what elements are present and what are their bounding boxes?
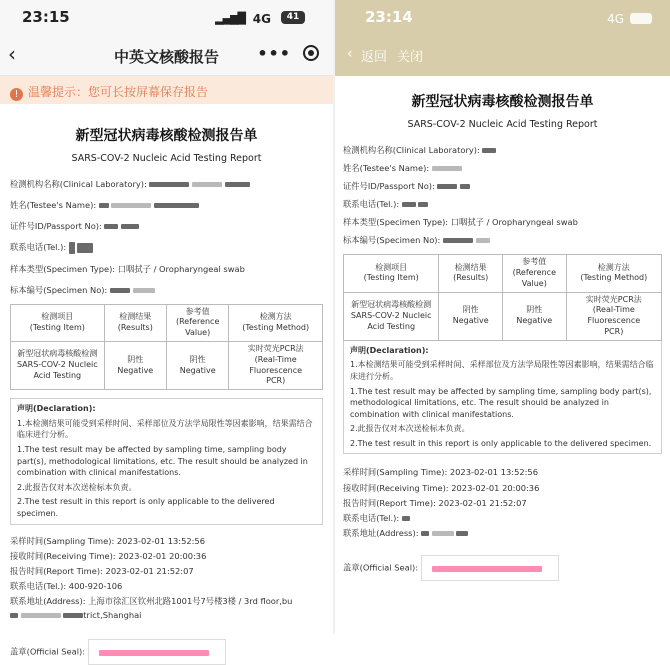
page-title: 中英文核酸报告 bbox=[113, 48, 219, 66]
results-table bbox=[343, 254, 662, 341]
report-title: 新型冠状病毒核酸检测报告单 bbox=[411, 94, 594, 110]
network-label: 4G bbox=[607, 12, 624, 26]
report-document bbox=[335, 92, 670, 581]
declaration-2-cn: 2.此报告仅对本次送检标本负责。 bbox=[17, 482, 137, 492]
header-method: 检测方法 (Testing Method) bbox=[566, 255, 661, 292]
back-icon[interactable]: ‹ bbox=[347, 46, 353, 62]
right-screenshot bbox=[335, 0, 670, 634]
seal-field bbox=[343, 555, 662, 581]
declaration-box bbox=[10, 398, 323, 524]
id-label: 证件号ID/Passport No): bbox=[343, 181, 435, 192]
report-subtitle: SARS-COV-2 Nucleic Acid Testing Report bbox=[407, 119, 598, 131]
table-header-row bbox=[344, 255, 662, 292]
status-time: 23:15 bbox=[22, 8, 70, 26]
cell-result: 阴性 Negative bbox=[104, 342, 166, 390]
battery-icon bbox=[630, 13, 652, 24]
id-field bbox=[10, 220, 323, 232]
address-tail: trict,Shanghai bbox=[83, 609, 142, 620]
name-label: 姓名(Testee's Name): bbox=[343, 163, 430, 174]
back-button[interactable]: 返回 bbox=[361, 50, 388, 65]
left-screenshot bbox=[0, 0, 333, 657]
seal-label: 盖章(Official Seal): bbox=[10, 646, 86, 657]
status-time: 23:14 bbox=[365, 8, 413, 26]
header-method: 检测方法 (Testing Method) bbox=[229, 304, 323, 341]
cell-result: 阴性 Negative bbox=[439, 292, 503, 340]
table-header-row bbox=[11, 304, 323, 341]
tip-banner bbox=[0, 76, 333, 104]
lab-label: 检测机构名称(Clinical Laboratory): bbox=[10, 179, 147, 190]
sampling-time: 采样时间(Sampling Time): 2023-02-01 13:52:56 bbox=[10, 535, 205, 546]
id-label: 证件号ID/Passport No): bbox=[10, 221, 102, 232]
declaration-1-en: 1.The test result may be affected by sampling time, sampling body part(s), methodological limitations, etc. The result should be analyzed in combination with clinical manifestations. bbox=[17, 445, 308, 478]
battery-icon: 41 bbox=[281, 11, 305, 24]
contact-tel bbox=[343, 512, 662, 524]
id-field bbox=[343, 180, 662, 192]
report-title: 新型冠状病毒核酸检测报告单 bbox=[75, 128, 258, 144]
seal-label: 盖章(Official Seal): bbox=[343, 562, 419, 573]
contact-tel-label: 联系电话(Tel.): bbox=[343, 512, 400, 523]
declaration-box bbox=[343, 341, 662, 455]
tel-field bbox=[10, 241, 323, 254]
lab-field bbox=[10, 178, 323, 190]
declaration-heading: 声明(Declaration): bbox=[17, 404, 96, 414]
header-reference: 参考值 (Reference Value) bbox=[502, 255, 566, 292]
nav-bar bbox=[0, 34, 333, 76]
specimen-no-label: 标本编号(Specimen No): bbox=[343, 235, 441, 246]
declaration-1-cn: 1.本检测结果可能受到采样时间、采样部位及方法学局限性等因素影响，结果需结合临床进行分析。 bbox=[17, 418, 313, 440]
specimen-type-field: 样本类型(Specimen Type): 口咽拭子 / Oropharyngeal swab bbox=[10, 263, 245, 274]
tip-text: 温馨提示：您可长按屏幕保存报告 bbox=[28, 85, 209, 99]
contact-address bbox=[343, 527, 662, 539]
report-time: 报告时间(Report Time): 2023-02-01 21:52:07 bbox=[10, 565, 194, 576]
contact-address-cont bbox=[10, 609, 323, 621]
name-field bbox=[10, 199, 323, 211]
header-item: 检测项目 (Testing Item) bbox=[344, 255, 439, 292]
header-result: 检测结果 (Results) bbox=[439, 255, 503, 292]
table-row bbox=[344, 292, 662, 340]
warning-icon: ! bbox=[10, 88, 23, 101]
name-field bbox=[343, 162, 662, 174]
header-result: 检测结果 (Results) bbox=[104, 304, 166, 341]
report-time: 报告时间(Report Time): 2023-02-01 21:52:07 bbox=[343, 497, 527, 508]
seal-field bbox=[10, 639, 323, 665]
header-item: 检测项目 (Testing Item) bbox=[11, 304, 105, 341]
specimen-no-label: 标本编号(Specimen No): bbox=[10, 284, 108, 295]
official-seal bbox=[88, 639, 226, 665]
header-reference: 参考值 (Reference Value) bbox=[166, 304, 228, 341]
specimen-no-field bbox=[10, 284, 323, 296]
status-bar bbox=[335, 0, 670, 34]
tel-field bbox=[343, 198, 662, 210]
official-seal bbox=[421, 555, 559, 581]
results-table bbox=[10, 304, 323, 391]
network-label: 4G bbox=[252, 12, 271, 26]
cell-method: 实时荧光PCR法 (Real-Time Fluorescence PCR) bbox=[229, 342, 323, 390]
name-label: 姓名(Testee's Name): bbox=[10, 200, 97, 211]
table-row bbox=[11, 342, 323, 390]
declaration-1-cn: 1.本检测结果可能受到采样时间、采样部位及方法学局限性等因素影响，结果需结合临床进行分析。 bbox=[350, 360, 654, 381]
close-miniprogram-icon[interactable] bbox=[303, 45, 319, 61]
declaration-2-en: 2.The test result in this report is only applicable to the delivered specimen. bbox=[17, 497, 275, 518]
cell-item: 新型冠状病毒核酸检测 SARS-COV-2 Nucleic Acid Testing bbox=[11, 342, 105, 390]
specimen-no-field bbox=[343, 234, 662, 246]
sampling-time: 采样时间(Sampling Time): 2023-02-01 13:52:56 bbox=[343, 467, 538, 478]
declaration-1-en: 1.The test result may be affected by sampling time, sampling body part(s), methodological limitations, etc. The result should be analyzed in combination with clinical manifestations. bbox=[350, 386, 652, 419]
back-icon[interactable]: ‹ bbox=[8, 42, 16, 66]
lab-field bbox=[343, 144, 662, 156]
receiving-time: 接收时间(Receiving Time): 2023-02-01 20:00:36 bbox=[10, 550, 207, 561]
contact-tel: 联系电话(Tel.): 400-920-106 bbox=[10, 580, 123, 591]
tel-label: 联系电话(Tel.): bbox=[10, 242, 67, 253]
specimen-type-field: 样本类型(Specimen Type): 口咽拭子 / Oropharyngeal swab bbox=[343, 217, 578, 228]
receiving-time: 接收时间(Receiving Time): 2023-02-01 20:00:36 bbox=[343, 482, 540, 493]
report-subtitle: SARS-COV-2 Nucleic Acid Testing Report bbox=[71, 153, 262, 165]
lab-label: 检测机构名称(Clinical Laboratory): bbox=[343, 145, 480, 156]
nav-bar bbox=[335, 34, 670, 76]
report-document bbox=[0, 126, 333, 665]
declaration-2-en: 2.The test result in this report is only applicable to the delivered specimen. bbox=[350, 438, 652, 448]
contact-address-label: 联系地址(Address): bbox=[343, 527, 419, 538]
cell-reference: 阴性 Negative bbox=[166, 342, 228, 390]
contact-address: 联系地址(Address): 上海市徐汇区钦州北路1001号7号楼3楼 / 3rd floor,bu bbox=[10, 595, 293, 606]
cell-item: 新型冠状病毒核酸检测 SARS-COV-2 Nucleic Acid Testing bbox=[344, 292, 439, 340]
more-icon[interactable]: ••• bbox=[257, 44, 291, 63]
signal-icon: ▂▄▆█ bbox=[215, 12, 245, 25]
status-bar bbox=[0, 0, 333, 34]
cell-reference: 阴性 Negative bbox=[502, 292, 566, 340]
declaration-2-cn: 2.此报告仅对本次送检标本负责。 bbox=[350, 424, 470, 434]
cell-method: 实时荧光PCR法 (Real-Time Fluorescence PCR) bbox=[566, 292, 661, 340]
tel-label: 联系电话(Tel.): bbox=[343, 199, 400, 210]
close-button[interactable]: 关闭 bbox=[397, 50, 424, 65]
declaration-heading: 声明(Declaration): bbox=[350, 345, 429, 355]
